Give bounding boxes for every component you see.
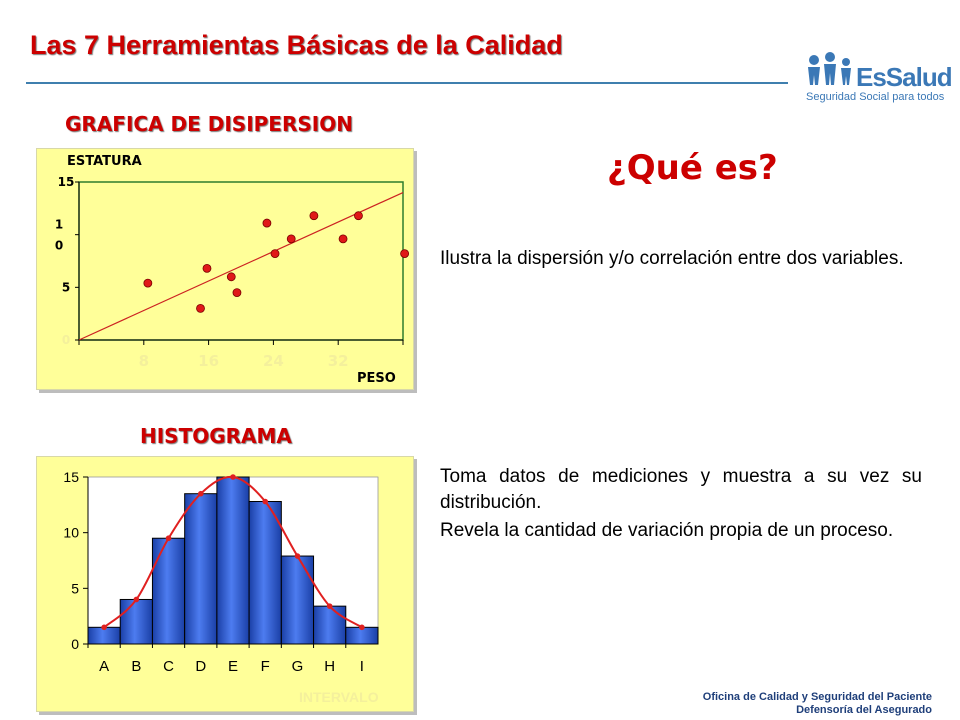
scatter-y-tick-label: 0 bbox=[61, 333, 71, 347]
histogram-x-tick-label: A bbox=[99, 658, 110, 675]
histogram-curve-point bbox=[230, 474, 236, 480]
scatter-x-tick-label: 24 bbox=[262, 352, 284, 370]
histogram-y-tick-label: 5 bbox=[71, 580, 79, 597]
footer-line-2: Defensoría del Asegurado bbox=[796, 704, 932, 716]
scatter-point bbox=[401, 250, 409, 258]
scatter-y-axis-label: ESTATURA bbox=[67, 154, 142, 169]
scatter-y-tick-label-part: 1 bbox=[54, 217, 64, 232]
scatter-point bbox=[227, 273, 235, 281]
histogram-curve-point bbox=[327, 603, 333, 609]
histogram-curve-point bbox=[359, 625, 365, 631]
scatter-y-tick-label-part: 0 bbox=[54, 238, 64, 253]
histogram-y-tick-label: 0 bbox=[71, 636, 79, 652]
histogram-bar bbox=[152, 538, 184, 644]
histogram-bar bbox=[281, 556, 313, 644]
histogram-x-tick-label: I bbox=[359, 658, 364, 675]
histogram-x-tick-label: E bbox=[227, 658, 239, 675]
histogram-curve-point bbox=[295, 553, 301, 559]
histogram-x-tick-label: F bbox=[260, 658, 270, 675]
scatter-point bbox=[263, 219, 271, 227]
logo-tagline: Seguridad Social para todos bbox=[806, 91, 945, 103]
scatter-point bbox=[197, 304, 205, 312]
scatter-point bbox=[233, 289, 241, 297]
scatter-point bbox=[203, 264, 211, 272]
histogram-bar bbox=[185, 494, 217, 644]
histogram-x-axis-label: INTERVALO bbox=[299, 689, 379, 705]
histogram-chart bbox=[36, 456, 414, 712]
histogram-curve-point bbox=[101, 625, 107, 631]
histogram-curve-point bbox=[262, 499, 268, 505]
histogram-bar bbox=[120, 599, 152, 644]
histogram-x-tick-label: G bbox=[291, 658, 304, 675]
scatter-chart bbox=[36, 148, 414, 390]
footer bbox=[703, 691, 932, 717]
page-title: Las 7 Herramientas Básicas de la Calidad bbox=[30, 30, 563, 60]
scatter-point bbox=[354, 212, 362, 220]
scatter-section-title: GRAFICA DE DISIPERSION bbox=[65, 112, 353, 136]
histogram-chart-svg bbox=[37, 457, 413, 711]
scatter-x-axis-label: PESO bbox=[357, 371, 396, 386]
scatter-x-tick-label: 32 bbox=[327, 352, 349, 370]
scatter-point bbox=[287, 235, 295, 243]
scatter-plot-border bbox=[79, 182, 403, 340]
histogram-curve-point bbox=[134, 597, 140, 603]
scatter-point bbox=[271, 250, 279, 258]
scatter-y-tick-label: 5 bbox=[61, 280, 71, 295]
histogram-curve-point bbox=[198, 491, 204, 497]
histogram-curve-point bbox=[166, 535, 172, 541]
title-divider bbox=[26, 82, 788, 84]
histogram-x-tick-label: H bbox=[324, 658, 336, 675]
histogram-description-2: Revela la cantidad de variación propia de un proceso. bbox=[440, 520, 894, 541]
histogram-bar bbox=[314, 606, 346, 644]
scatter-point bbox=[310, 212, 318, 220]
histogram-bar bbox=[249, 501, 281, 644]
scatter-y-tick-label: 15 bbox=[57, 175, 75, 189]
histogram-x-tick-label: D bbox=[195, 658, 207, 675]
question-heading: ¿Qué es? bbox=[607, 148, 778, 188]
scatter-x-tick-label: 8 bbox=[138, 352, 150, 370]
histogram-y-tick-label: 15 bbox=[63, 469, 79, 485]
histogram-x-tick-label: B bbox=[131, 658, 142, 675]
histogram-description-1: Toma datos de mediciones y muestra a su vez su distribución. bbox=[440, 466, 922, 513]
scatter-point bbox=[339, 235, 347, 243]
scatter-x-tick-label: 16 bbox=[198, 352, 220, 370]
scatter-point bbox=[144, 279, 152, 287]
logo-name: EsSalud bbox=[856, 62, 952, 92]
histogram-section-title: HISTOGRAMA bbox=[140, 424, 292, 448]
histogram-y-tick-label: 10 bbox=[63, 524, 79, 541]
scatter-description: Ilustra la dispersión y/o correlación entre dos variables. bbox=[440, 248, 904, 269]
scatter-chart-svg bbox=[37, 149, 413, 389]
histogram-bar bbox=[217, 477, 249, 644]
footer-line-1: Oficina de Calidad y Seguridad del Paciente bbox=[702, 691, 932, 703]
histogram-x-tick-label: C bbox=[163, 658, 174, 675]
